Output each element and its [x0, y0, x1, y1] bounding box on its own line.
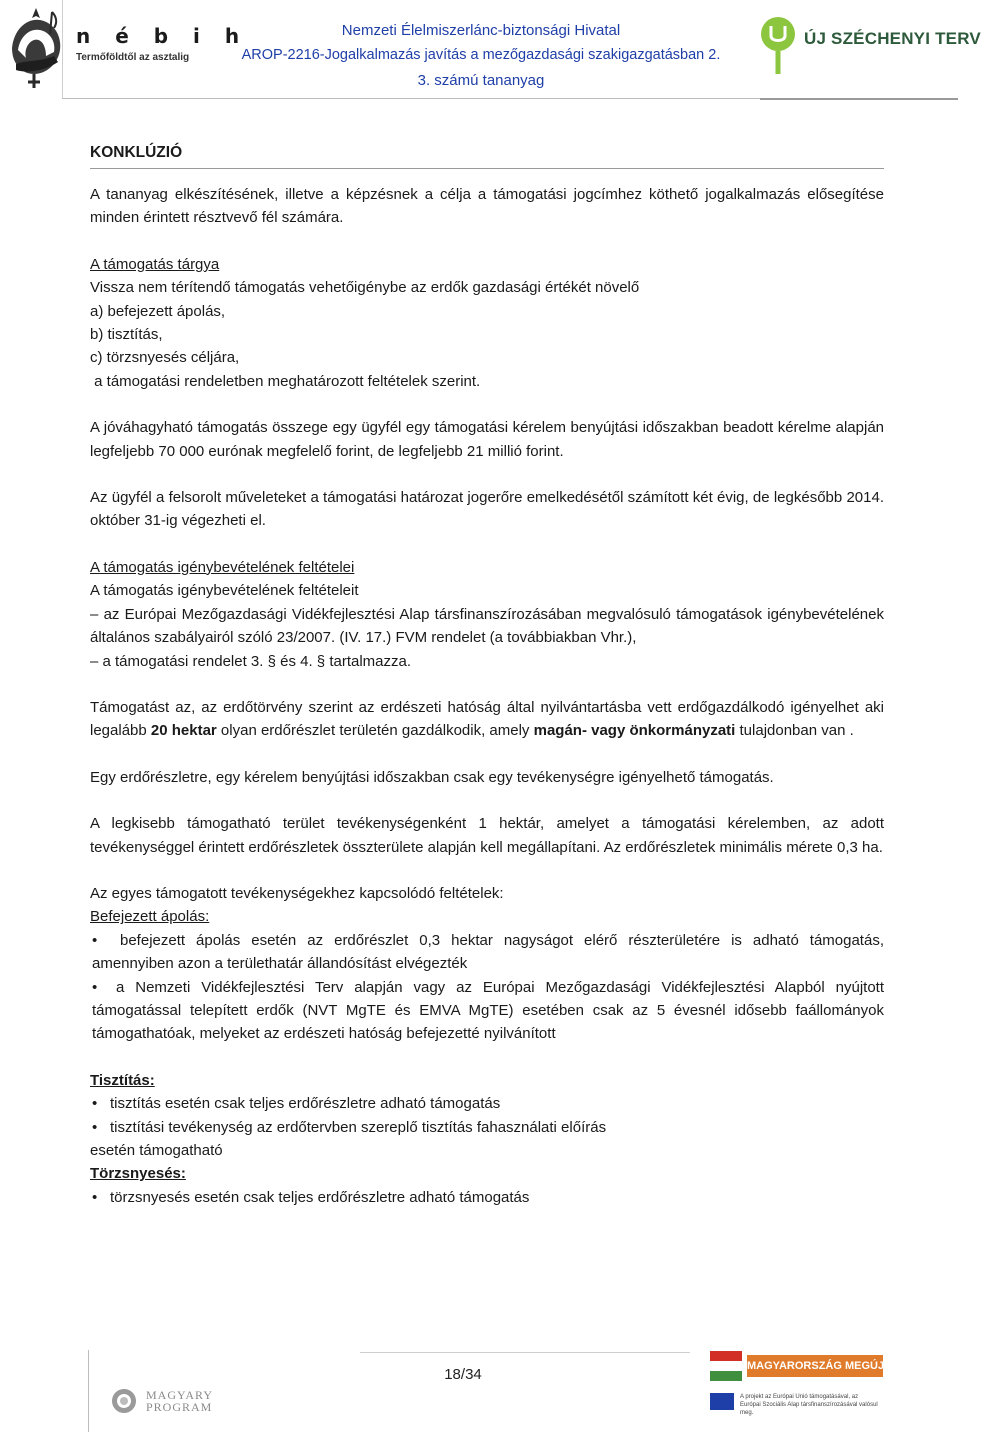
eligibility-text-b: olyan erdőrészlet területén gazdálkodik, amely — [216, 722, 534, 740]
cleaning-tail: esetén támogatható — [90, 1142, 223, 1159]
eligibility-ownership: magán- vagy önkormányzati — [533, 722, 736, 740]
org-name: n é b i h — [76, 24, 249, 48]
magyary-program-text: MAGYARY PROGRAM — [146, 1388, 213, 1414]
bullet: • — [92, 931, 98, 949]
min-area-paragraph: A legkisebb támogatható terület tevékenységenként 1 hektár, amelyet a támogatási kérelemben, az adott tevékenységgel érintett erdőrészletek összterülete alapján kell megállapítani. Az erdőrészletek minimális mérete 0,3 ha. — [90, 815, 884, 856]
bullet: • — [92, 978, 98, 996]
conditions-heading: A támogatás igénybevételének feltételei — [90, 558, 355, 576]
bullet: • — [92, 1188, 98, 1206]
szechenyi-terv-logo-icon — [760, 16, 796, 76]
subject-item-a: a) befejezett ápolás, — [90, 302, 226, 320]
footer-divider — [360, 1352, 690, 1353]
subject-line-end: a támogatási rendeletben meghatározott feltételek szerint. — [90, 372, 481, 390]
eligibility-text-a: Támogatást az, az erdőtörvény szerint az erdészeti hatóság által nyilvántartásba vett erdőgazdálkodó igényelhet aki legalább — [90, 698, 884, 740]
conditions-line: A támogatás igénybevételének feltételeit — [90, 582, 359, 600]
header-divider-left — [62, 98, 762, 99]
hungarian-flag-icon — [710, 1351, 742, 1381]
eligibility-text-c: tulajdonban van . — [735, 722, 854, 740]
org-tagline: Termőföldtől az asztalig — [76, 52, 190, 63]
eu-flag-icon — [710, 1393, 734, 1410]
szechenyi-terv-text: ÚJ SZÉCHENYI TERV — [804, 29, 981, 48]
conditions-dash-2: – a támogatási rendelet 3. § és 4. § tartalmazza. — [90, 652, 412, 670]
subject-line: Vissza nem térítendő támogatás vehetőigénybe az erdők gazdasági értékét növelő — [90, 279, 640, 297]
eu-funding-text: A projekt az Európai Unió támogatásával, az Európai Szociális Alap társfinanszírozásával valósul meg. — [740, 1394, 878, 1416]
header-divider-vertical — [62, 0, 63, 99]
list-item — [90, 929, 884, 976]
conditions-dash-1: – az Európai Mezőgazdasági Vidékfejlesztési Alap társfinanszírozásában megvalósuló támogatások igénybevételének általános szabályairól szóló 23/2007. (IV. 17.) FVM rendelet (a továbbiakban Vhr.), — [90, 605, 884, 647]
list-item — [90, 1116, 884, 1139]
completed-care-bullet-1: befejezett ápolás esetén az erdőrészlet 0,3 hektar nagyságot elérő részterületére is adható támogatás, amennyiben azon a területhatár állandósítást elvégezték — [92, 931, 884, 973]
magyarorszag-megujul-banner: MAGYARORSZÁG MEGÚJUL — [747, 1355, 883, 1377]
header-project-name: AROP-2216-Jogalkalmazás javítás a mezőgazdasági szakigazgatásban 2. — [241, 47, 721, 63]
header-title-block — [216, 18, 746, 93]
header-material-number: 3. számú tananyag — [417, 72, 545, 89]
subject-item-b: b) tisztítás, — [90, 326, 163, 344]
pruning-bullet-1: törzsnyesés esetén csak teljes erdőrészletre adható támogatás — [110, 1188, 530, 1206]
footer-divider-vertical — [88, 1350, 89, 1432]
list-item — [90, 976, 884, 1046]
bullet: • — [92, 1095, 98, 1113]
completed-care-heading: Befejezett ápolás: — [90, 908, 210, 926]
deadline-paragraph: Az ügyfél a felsorolt műveleteket a támogatási határozat jogerőre emelkedésétől számított két évig, de legkésőbb 2014. október 31-ig végezheti el. — [90, 489, 884, 530]
eligibility-paragraph — [90, 696, 884, 743]
list-item — [90, 1186, 884, 1209]
page-number: 18/34 — [444, 1366, 482, 1383]
activities-intro: Az egyes támogatott tevékenységekhez kapcsolódó feltételek: — [90, 884, 504, 902]
cleaning-bullet-1: tisztítás esetén csak teljes erdőrészletre adható támogatás — [110, 1095, 501, 1113]
section-title: KONKLÚZIÓ — [90, 144, 183, 161]
cleaning-heading: Tisztítás: — [90, 1071, 155, 1089]
bullet: • — [92, 1118, 98, 1136]
eligibility-area: 20 hektar — [150, 722, 217, 740]
header-agency-name: Nemzeti Élelmiszerlánc-biztonsági Hivatal — [341, 22, 621, 39]
nebih-logo-icon — [6, 4, 68, 90]
document-body — [90, 140, 884, 1209]
completed-care-bullet-2: a Nemzeti Vidékfejlesztési Terv alapján vagy az Európai Mezőgazdasági Vidékfejlesztési Alapból nyújtott támogatással telepített erdők (NVT MgTE és EMVA MgTE) esetében csak az 5 évesnél idősebb faállományok támogathatóak, melyeket az erdészeti hatóság befejezetté nyilvánított — [92, 978, 884, 1043]
list-item — [90, 1092, 884, 1115]
one-activity-paragraph: Egy erdőrészletre, egy kérelem benyújtási időszakban csak egy tevékenységre igényelhető támogatás. — [90, 768, 774, 786]
intro-paragraph: A tananyag elkészítésének, illetve a képzésnek a célja a támogatási jogcímhez köthető jogalkalmazás elősegítése minden érintett résztvevő fél számára. — [90, 186, 884, 227]
cleaning-bullet-2: tisztítási tevékenység az erdőtervben szereplő tisztítás fahasználati előírás — [110, 1118, 607, 1136]
subject-item-c: c) törzsnyesés céljára, — [90, 349, 240, 367]
page-header — [0, 0, 981, 100]
header-divider-right — [760, 98, 958, 100]
amount-paragraph: A jóváhagyható támogatás összege egy ügyfél egy támogatási kérelem benyújtási időszakban beadott kérelme alapján legfeljebb 70 000 eurónak megfelelő forint, de legfeljebb 21 millió forint. — [90, 419, 884, 460]
subject-heading: A támogatás tárgya — [90, 255, 220, 273]
pruning-heading: Törzsnyesés: — [90, 1165, 186, 1183]
